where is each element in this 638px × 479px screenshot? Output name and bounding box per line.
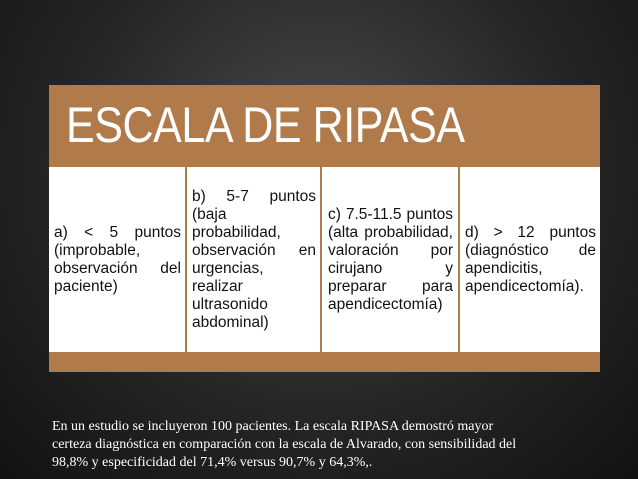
cell-text-d: d) > 12 puntos (diagnóstico de apendicitis, apendicectomía).: [465, 223, 596, 295]
table-cell-c: [322, 167, 458, 352]
cell-text-c: c) 7.5-11.5 puntos (alta probabilidad, valoración por cirujano y preparar para apendicectomía): [328, 205, 453, 313]
slide-title: ESCALA DE RIPASA: [66, 97, 465, 153]
caption: [52, 418, 592, 472]
caption-line: 98,8% y especificidad del 71,4% versus 90,7% y 64,3%,.: [52, 455, 373, 470]
cell-text-b: b) 5-7 puntos (baja probabilidad, observación en urgencias, realizar ultrasonido abdominal): [192, 187, 316, 331]
table-cell-b: [187, 167, 320, 352]
caption-line: En un estudio se incluyeron 100 pacientes. La escala RIPASA demostró mayor: [52, 419, 494, 434]
cell-text-a: a) < 5 puntos (improbable, observación del paciente): [54, 223, 181, 295]
table-cell-d: [460, 167, 600, 352]
table-cell-a: [49, 167, 185, 352]
title-band: [49, 85, 600, 167]
caption-line: certeza diagnóstica en comparación con la escala de Alvarado, con sensibilidad del: [52, 437, 517, 452]
ripasa-table: [49, 167, 600, 372]
